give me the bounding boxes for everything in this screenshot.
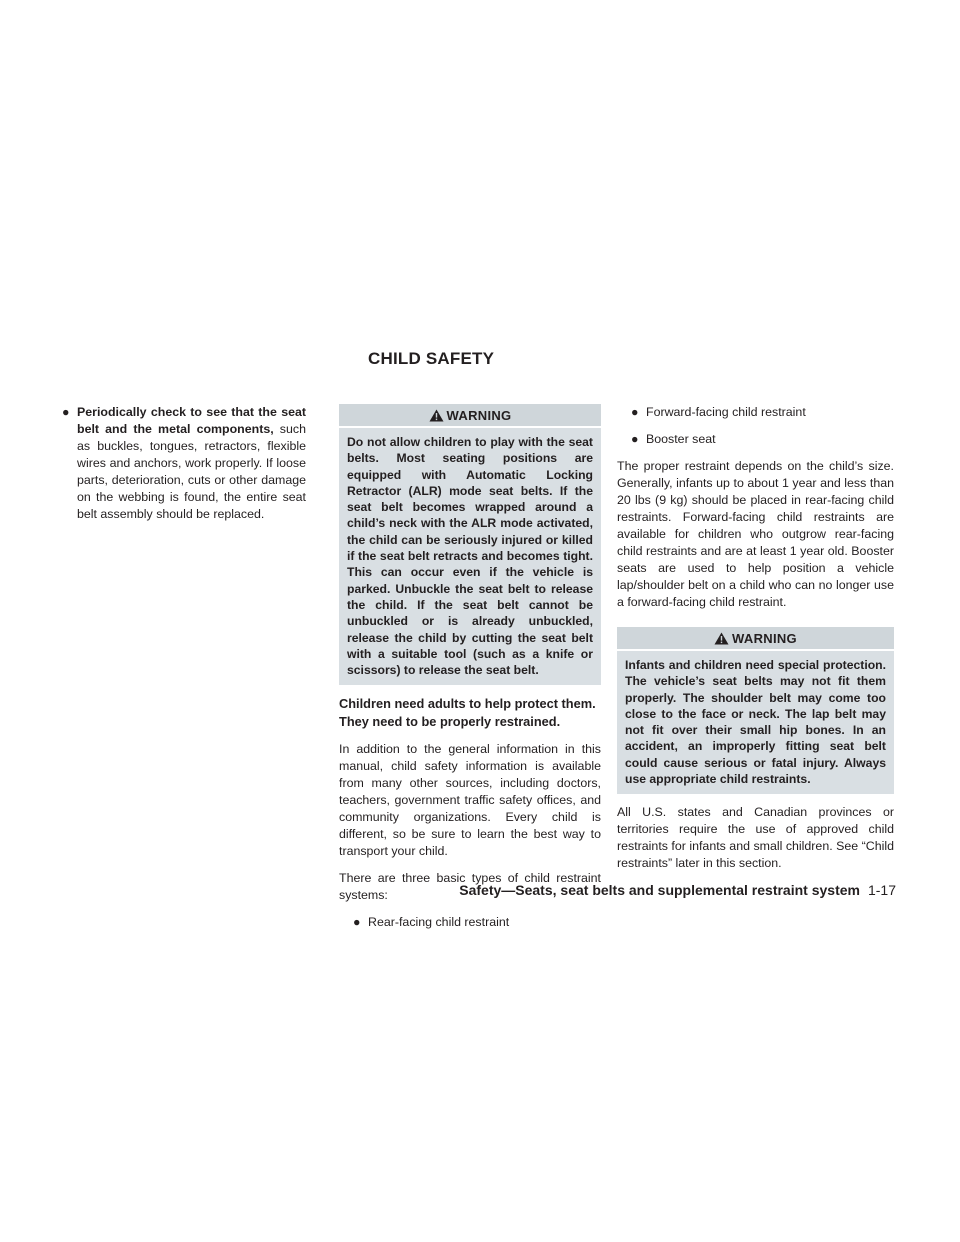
list-item <box>353 914 601 931</box>
paragraph: In addition to the general information in this manual, child safety information is available from many other sources, including doctors, teachers, government traffic safety offices, and community organizations. Every child is different, so be sure to learn the best way to transport your child. <box>339 742 601 859</box>
column-middle <box>339 404 601 941</box>
warning-text: Infants and children need special protection. The vehicle’s seat belts may not fit them properly. The shoulder belt may come too close to the face or neck. The lap belt may not fit over their small hip bones. In an accident, an improperly fitting seat belt could cause serious or fatal injury. Always use appropriate child restraints. <box>625 658 886 787</box>
bullet-text: Rear-facing child restraint <box>368 915 510 930</box>
warning-icon <box>429 409 444 422</box>
bullet-text: Booster seat <box>646 432 716 446</box>
paragraph: All U.S. states and Canadian provinces or territories require the use of approved child restraints for infants and small children. See “Child restraints” later in this section. <box>617 805 894 871</box>
lead-text: Children need adults to help protect them. They need to be properly restrained. <box>339 696 596 730</box>
paragraph: The proper restraint depends on the child’s size. Generally, infants up to about 1 year and less than 20 lbs (9 kg) should be placed in rear-facing child restraints. Forward-facing child restraints are available for children who outgrow rear-facing child restraints and are at least 1 year old. Booster seats are used to help position a vehicle lap/shoulder belt on a child who can no longer use a forward-facing child restraint. <box>617 459 894 609</box>
section-title: CHILD SAFETY <box>368 349 495 368</box>
bullet-text: Forward-facing child restraint <box>646 405 806 419</box>
warning-icon <box>714 632 729 645</box>
list-item <box>62 404 306 523</box>
list-item <box>631 431 894 448</box>
warning-header <box>339 404 601 428</box>
bullet-icon: ● <box>353 915 361 930</box>
list-item <box>631 404 894 421</box>
warning-header <box>617 627 894 651</box>
bullet-icon: ● <box>631 432 639 446</box>
warning-label: WARNING <box>446 407 512 423</box>
bullet-icon: ● <box>62 405 70 419</box>
bullet-text: such as buckles, tongues, retractors, flexible wires and anchors, work properly. If loose parts, deterioration, cuts or other damage on the webbing is found, the entire seat belt assembly should be replaced. <box>77 422 306 521</box>
chapter-title: Safety—Seats, seat belts and supplemental restraint system <box>459 882 860 898</box>
page-footer <box>420 882 896 898</box>
column-right <box>617 404 894 882</box>
bullet-icon: ● <box>631 405 639 419</box>
warning-label: WARNING <box>732 630 797 646</box>
warning-box <box>339 404 601 685</box>
column-left <box>62 404 306 533</box>
warning-box <box>617 627 894 794</box>
warning-text: Do not allow children to play with the seat belts. Most seating positions are equipped with Automatic Locking Retractor (ALR) mode seat belts. If the seat belt becomes wrapped around a child’s neck with the ALR mode activated, the child can be seriously injured or killed if the seat belt retracts and becomes tight. This can occur even if the vehicle is parked. Unbuckle the seat belt to release the child. If the seat belt cannot be unbuckled or is already unbuckled, release the child by cutting the seat belt with a suitable tool (such as a knife or scissors) to release the seat belt. <box>347 435 593 678</box>
bullet-bold-text: Periodically check to see that the seat belt and the metal components, <box>77 405 306 436</box>
page-number: 1-17 <box>867 882 896 898</box>
paragraph: There are three basic types of child restraint systems: <box>339 871 601 903</box>
